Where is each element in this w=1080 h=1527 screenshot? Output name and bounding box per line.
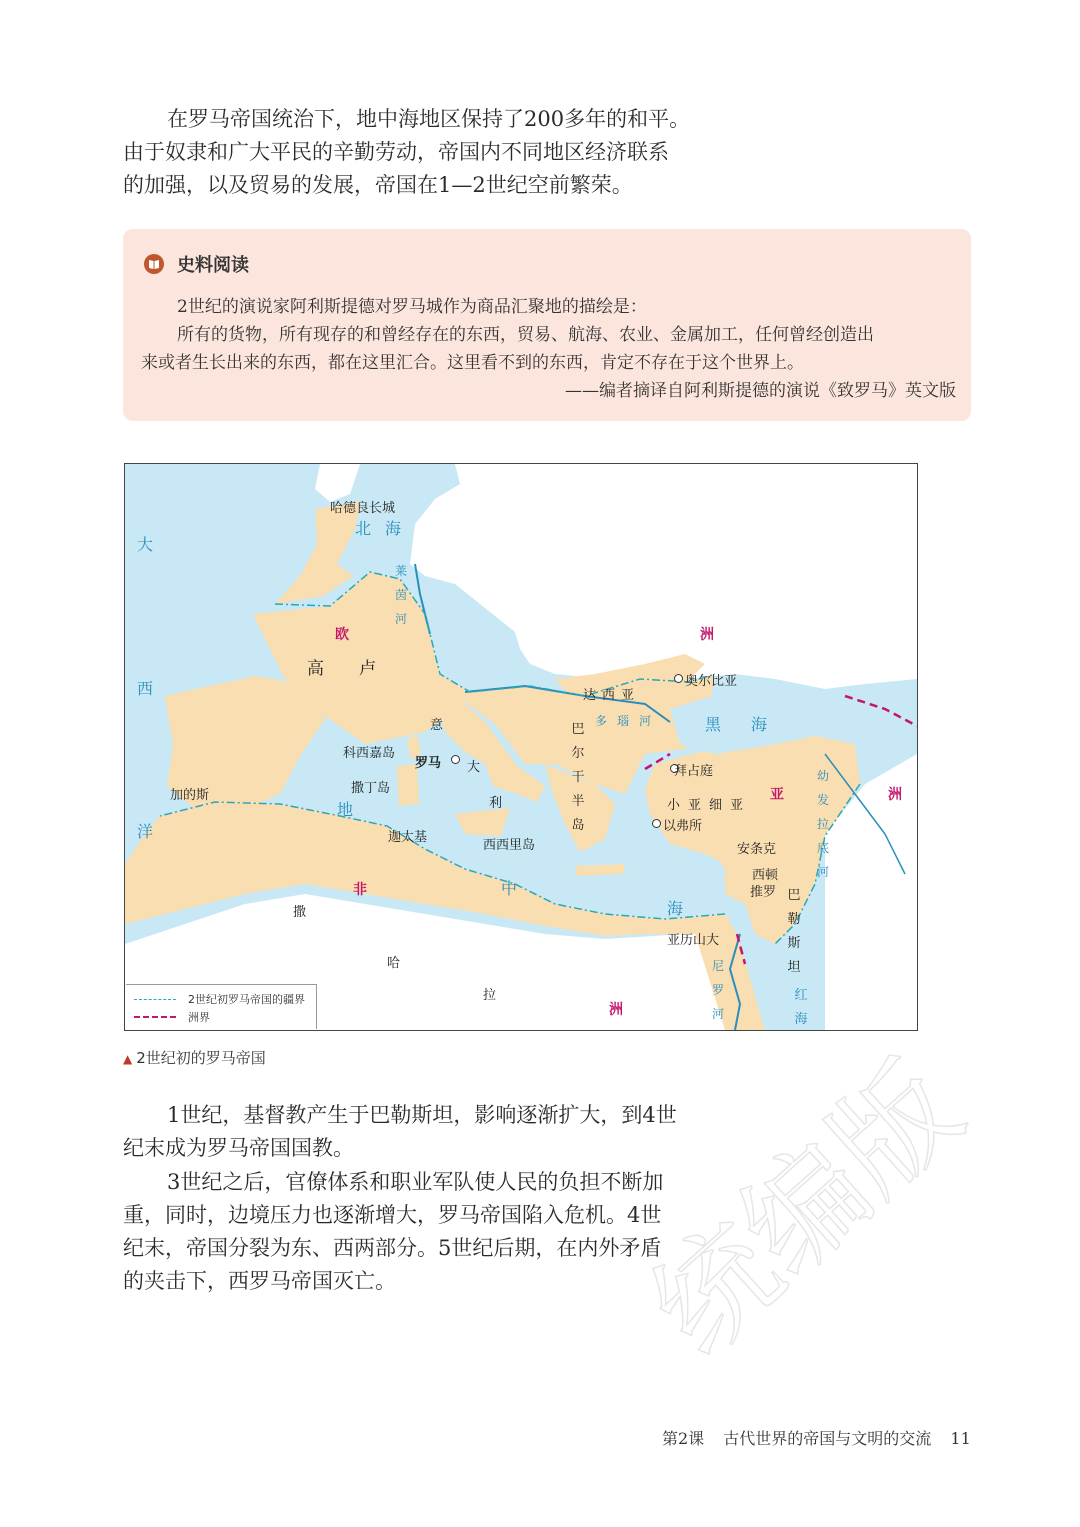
source-line: 2世纪的演说家阿利斯提德对罗马城作为商品汇聚地的描绘是：	[177, 297, 647, 317]
crete	[575, 864, 625, 876]
christianity-paragraph	[123, 1099, 683, 1165]
legend-continent-label: 洲界	[188, 1011, 210, 1024]
footer-lesson: 第2课	[662, 1429, 705, 1448]
label-rome: 罗马	[415, 756, 442, 771]
intro-line: 的加强，以及贸易的发展，帝国在1—2世纪空前繁荣。	[123, 173, 633, 197]
map-legend	[126, 984, 317, 1029]
label-gaul-1: 高	[307, 659, 324, 679]
label-danube: 多瑙河	[595, 714, 662, 728]
legend-row-continent	[134, 1009, 210, 1025]
label-europe-2: 洲	[700, 627, 714, 643]
label-balkan: 巴尔干半岛	[571, 722, 585, 833]
label-sahara-3: 拉	[483, 988, 497, 1003]
roman-empire-map	[124, 463, 918, 1031]
legend-row-border	[134, 991, 305, 1007]
label-sahara-1: 撒	[293, 905, 307, 920]
label-europe-1: 欧	[335, 627, 349, 643]
map-caption	[123, 1047, 266, 1068]
label-antioch: 安条克	[737, 842, 777, 857]
label-gades: 加的斯	[170, 788, 210, 803]
label-italy-2: 大	[467, 760, 481, 775]
city-dot-olbia	[674, 674, 683, 683]
legend-border-label: 2世纪初罗马帝国的疆界	[188, 993, 305, 1006]
label-atlantic-3: 洋	[137, 822, 154, 841]
intro-line: 在罗马帝国统治下，地中海地区保持了200多年的和平。	[167, 107, 691, 131]
label-italy-1: 意	[430, 718, 444, 733]
para3-line: 的夹击下，西罗马帝国灭亡。	[123, 1269, 396, 1293]
label-sicily: 西西里岛	[483, 838, 536, 853]
label-corsica: 科西嘉岛	[343, 746, 396, 761]
source-reading-box	[123, 229, 971, 421]
label-carthage: 迦太基	[388, 830, 428, 845]
footer-title: 古代世界的帝国与文明的交流	[723, 1429, 932, 1448]
northern-land	[410, 464, 917, 689]
book-icon	[143, 253, 165, 275]
source-line: 所有的货物，所有现存的和曾经存在的东西，贸易、航海、农业、金属加工，任何曾经创造出	[177, 325, 874, 345]
sicily	[455, 808, 510, 836]
label-palestine: 巴勒斯坦	[787, 888, 801, 975]
label-med-3: 海	[667, 899, 684, 918]
page-footer	[662, 1426, 985, 1449]
source-reading-title: 史料阅读	[177, 255, 249, 276]
label-sidon: 西顿	[752, 868, 779, 883]
label-hadrian-wall: 哈德良长城	[330, 501, 396, 516]
watermark	[626, 1037, 1010, 1400]
label-africa-1: 非	[353, 882, 367, 898]
label-sardinia: 撒丁岛	[351, 781, 391, 796]
intro-line: 由于奴隶和广大平民的辛勤劳动，帝国内不同地区经济联系	[123, 140, 669, 164]
label-atlantic-2: 西	[137, 679, 154, 698]
britain	[275, 502, 360, 604]
label-atlantic-1: 大	[137, 535, 154, 554]
para3-line: 3世纪之后，官僚体系和职业军队使人民的负担不断加	[167, 1170, 664, 1194]
label-italy-3: 利	[489, 796, 503, 811]
label-rhine: 莱茵河	[394, 564, 407, 626]
source-reading-header	[143, 251, 249, 277]
label-gaul-2: 卢	[359, 659, 376, 679]
city-dot-ephesus	[652, 819, 661, 828]
decline-paragraph	[123, 1166, 683, 1298]
para3-line: 重，同时，边境压力也逐渐增大，罗马帝国陷入危机。4世	[123, 1203, 662, 1227]
legend-continent-sample	[134, 1016, 176, 1018]
label-asia-2: 洲	[888, 787, 902, 803]
label-byzantium: 拜占庭	[674, 764, 714, 779]
label-tyre: 推罗	[750, 885, 777, 900]
label-alexandria: 亚历山大	[667, 933, 720, 948]
label-north-sea: 北海	[355, 519, 416, 538]
label-dacia: 达西亚	[583, 688, 641, 703]
label-sahara-2: 哈	[387, 956, 401, 971]
page-number: 11	[950, 1429, 971, 1448]
para3-line: 纪末，帝国分裂为东、西两部分。5世纪后期，在内外矛盾	[123, 1236, 662, 1260]
legend-border-sample	[134, 999, 176, 1000]
para2-line: 纪末成为罗马帝国国教。	[123, 1136, 354, 1160]
source-line: 来或者生长出来的东西，都在这里汇合。这里看不到的东西，肯定不存在于这个世界上。	[141, 353, 804, 373]
label-olbia: 奥尔比亚	[685, 674, 738, 689]
continent-line-caucasus	[845, 696, 917, 726]
triangle-icon: ▲	[123, 1052, 133, 1066]
caption-text: 2世纪初的罗马帝国	[136, 1049, 266, 1067]
label-ephesus: 以弗所	[663, 819, 703, 834]
city-dot-rome	[451, 755, 460, 764]
watermark-text: 统编版	[626, 1037, 987, 1382]
label-africa-2: 洲	[609, 1002, 623, 1018]
source-citation: ——编者摘译自阿利斯提德的演说《致罗马》英文版	[565, 381, 956, 401]
label-med-2: 中	[501, 879, 518, 898]
label-nile: 尼罗河	[711, 959, 724, 1021]
label-red-sea: 红海	[794, 988, 808, 1027]
label-euphrates: 幼发拉底河	[816, 769, 829, 879]
para2-line: 1世纪，基督教产生于巴勒斯坦，影响逐渐扩大，到4世	[167, 1103, 677, 1127]
source-reading-text	[141, 293, 956, 405]
label-med-1: 地	[337, 800, 354, 819]
label-black-sea: 黑海	[705, 715, 798, 734]
label-asia-minor: 小亚细亚	[667, 798, 752, 813]
label-asia-1: 亚	[770, 787, 784, 803]
intro-paragraph	[123, 103, 691, 202]
